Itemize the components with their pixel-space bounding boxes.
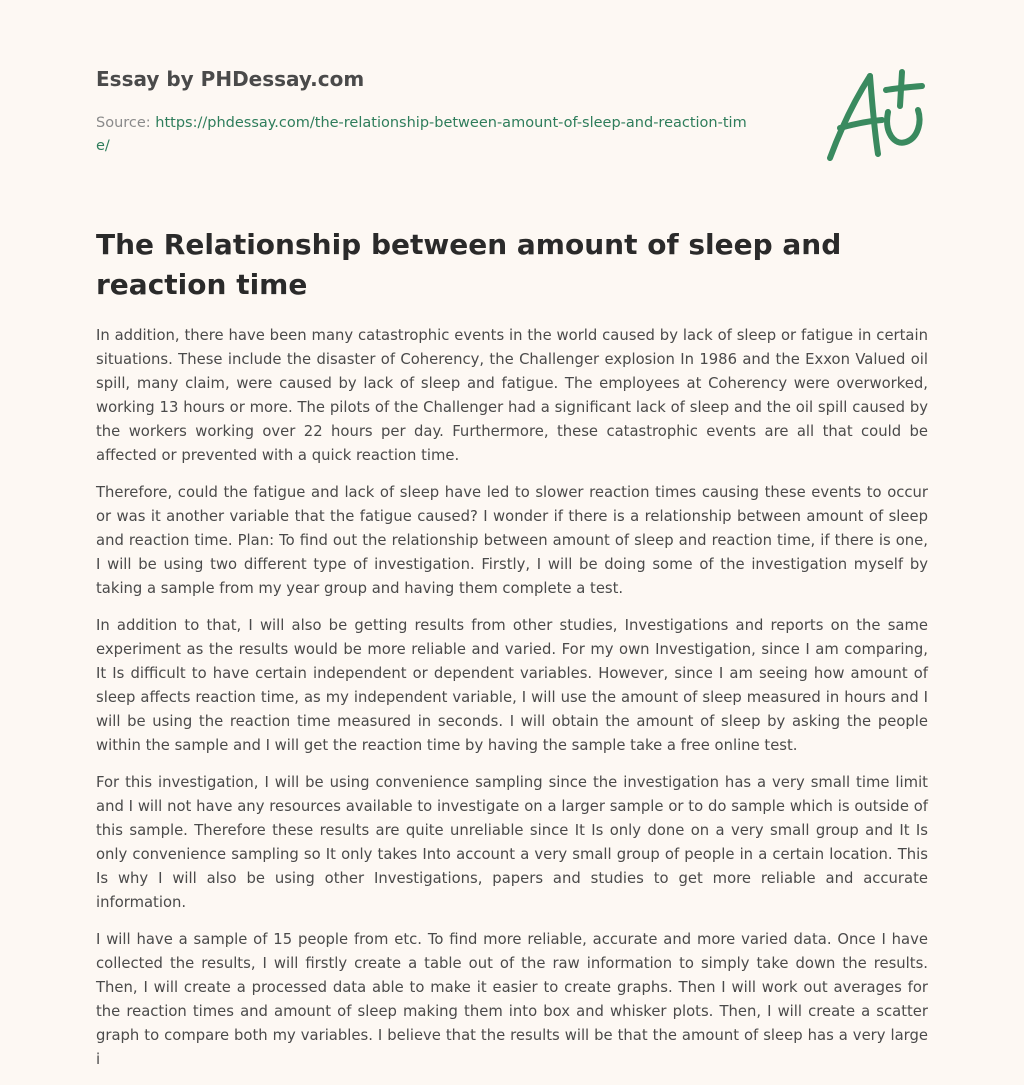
article-title: The Relationship between amount of sleep and reaction time [96, 228, 842, 301]
article-body [96, 324, 928, 1085]
source-line [96, 112, 756, 158]
paragraph: For this investigation, I will be using convenience sampling since the investigation has a very small time limit and I will not have any resources available to investigate on a larger sample or to do sample which is outside of this sample. Therefore these results are quite unreliable since It Is only done on a very small group and It Is only convenience sampling so It only takes Into account a very small group of people in a certain location. This Is why I will also be using other Investigations, papers and studies to get more reliable and accurate information. [96, 774, 928, 911]
a-plus-logo [822, 66, 928, 166]
page-header [96, 66, 796, 158]
site-brand: Essay by PHDessay.com [96, 67, 365, 91]
paragraph: In addition to that, I will also be getting results from other studies, Investigations and reports on the same experiment as the results would be more reliable and varied. For my own Investigation, since I am comparing, It Is difficult to have certain independent or dependent variables. However, since I am seeing how amount of sleep affects reaction time, as my independent variable, I will use the amount of sleep measured in hours and I will be using the reaction time measured in seconds. I will obtain the amount of sleep by asking the people within the sample and I will get the reaction time by having the sample take a free online test. [96, 617, 928, 754]
paragraph: I will have a sample of 15 people from etc. To find more reliable, accurate and more varied data. Once I have collected the results, I will firstly create a table out of the raw information to simply take down the results. Then, I will create a processed data able to make it easier to create graphs. Then I will work out averages for the reaction times and amount of sleep making them into box and whisker plots. Then, I will create a scatter graph to compare both my variables. I believe that the results will be that the amount of sleep has a very large i [96, 931, 928, 1068]
source-label: Source: [96, 115, 156, 131]
source-link[interactable]: https://phdessay.com/the-relationship-between-amount-of-sleep-and-reaction-time/ [96, 115, 747, 154]
paragraph: In addition, there have been many catastrophic events in the world caused by lack of sleep or fatigue in certain situations. These include the disaster of Coherency, the Challenger explosion In 1986 and the Exxon Valued oil spill, many claim, were caused by lack of sleep and fatigue. The employees at Coherency were overworked, working 13 hours or more. The pilots of the Challenger had a significant lack of sleep and the oil spill caused by the workers working over 22 hours per day. Furthermore, these catastrophic events are all that could be affected or prevented with a quick reaction time. [96, 327, 928, 464]
paragraph: Therefore, could the fatigue and lack of sleep have led to slower reaction times causing these events to occur or was it another variable that the fatigue caused? I wonder if there is a relationship between amount of sleep and reaction time. Plan: To find out the relationship between amount of sleep and reaction time, if there is one, I will be using two different type of investigation. Firstly, I will be doing some of the investigation myself by taking a sample from my year group and having them complete a test. [96, 484, 928, 597]
a-plus-icon [822, 66, 928, 166]
